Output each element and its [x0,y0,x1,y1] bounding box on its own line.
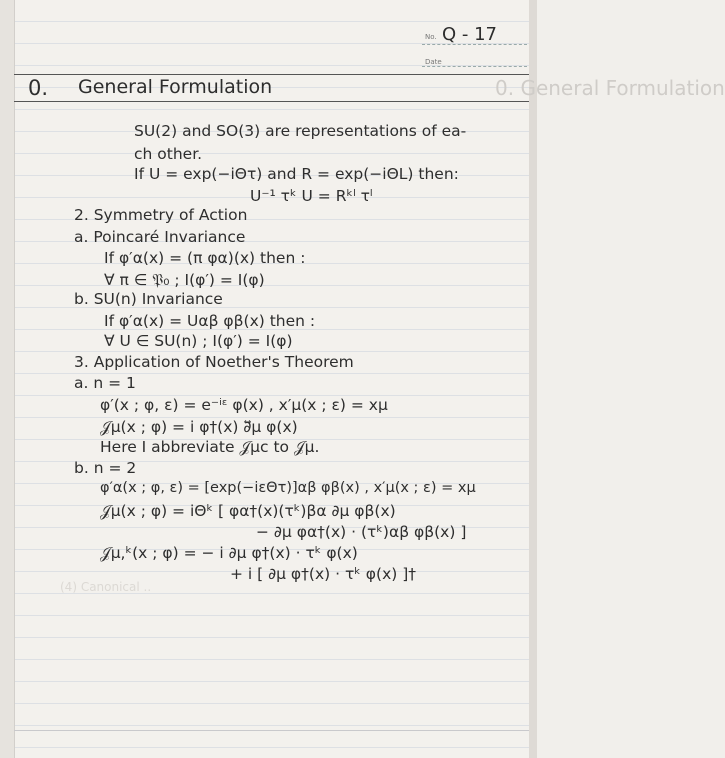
note-line: ∀ U ∈ SU(n) ; I(φ′) = I(φ) [104,332,293,350]
section-title: General Formulation [78,76,273,98]
date-label: Date [425,58,442,66]
heading-rule-bottom [14,101,529,102]
bleed-through-text: 0. General Formulation [495,76,725,100]
section-number: 0. [28,76,49,100]
bottom-rule [14,730,529,731]
note-line: U⁻¹ τᵏ U = Rᵏˡ τˡ [250,187,373,205]
note-line: If φ′α(x) = Uαβ φβ(x) then : [104,312,316,330]
left-binding-edge [0,0,15,758]
note-line: + i [ ∂μ φ†(x) · τᵏ φ(x) ]† [230,565,417,583]
heading-rule-top [14,74,529,75]
note-line: 2. Symmetry of Action [74,206,248,224]
note-line: 3. Application of Noether's Theorem [74,353,354,371]
bleed-through-text-lower: (4) Canonical .. [60,580,152,594]
note-line: SU(2) and SO(3) are representations of ea- [134,122,467,140]
note-line: b. n = 2 [74,459,137,477]
date-underline [422,66,527,67]
note-line: 𝒥μ,ᵏ(x ; φ) = − i ∂μ φ†(x) · τᵏ φ(x) [100,544,358,562]
note-line: a. n = 1 [74,374,136,392]
note-line: b. SU(n) Invariance [74,290,223,308]
note-line: ∀ π ∈ 𝔓₀ ; I(φ′) = I(φ) [104,271,265,289]
note-line: ch other. [134,145,203,163]
note-line: a. Poincaré Invariance [74,228,246,246]
page-number-label: No. [425,33,437,41]
right-page-edge [529,0,537,758]
note-line: Here I abbreviate 𝒥μc to 𝒥μ. [100,438,320,456]
note-line: If φ′α(x) = (π φα)(x) then : [104,249,306,267]
page-number: Q - 17 [442,24,498,45]
note-line: 𝒥μ(x ; φ) = iΘᵏ [ φα†(x)(τᵏ)βα ∂μ φβ(x) [100,502,396,520]
note-line: φ′α(x ; φ, ε) = [exp(−iεΘτ)]αβ φβ(x) , x′μ(x ; ε) = xμ [100,480,476,496]
note-line: If U = exp(−iΘτ) and R = exp(−iΘL) then: [134,165,459,183]
page-number-underline [422,44,527,45]
note-line: − ∂μ φα†(x) · (τᵏ)αβ φβ(x) ] [256,523,467,541]
note-line: 𝒥μ(x ; φ) = i φ†(x) ∂⃡μ φ(x) [100,418,298,436]
note-line: φ′(x ; φ, ε) = e⁻ⁱᵋ φ(x) , x′μ(x ; ε) = xμ [100,396,388,414]
